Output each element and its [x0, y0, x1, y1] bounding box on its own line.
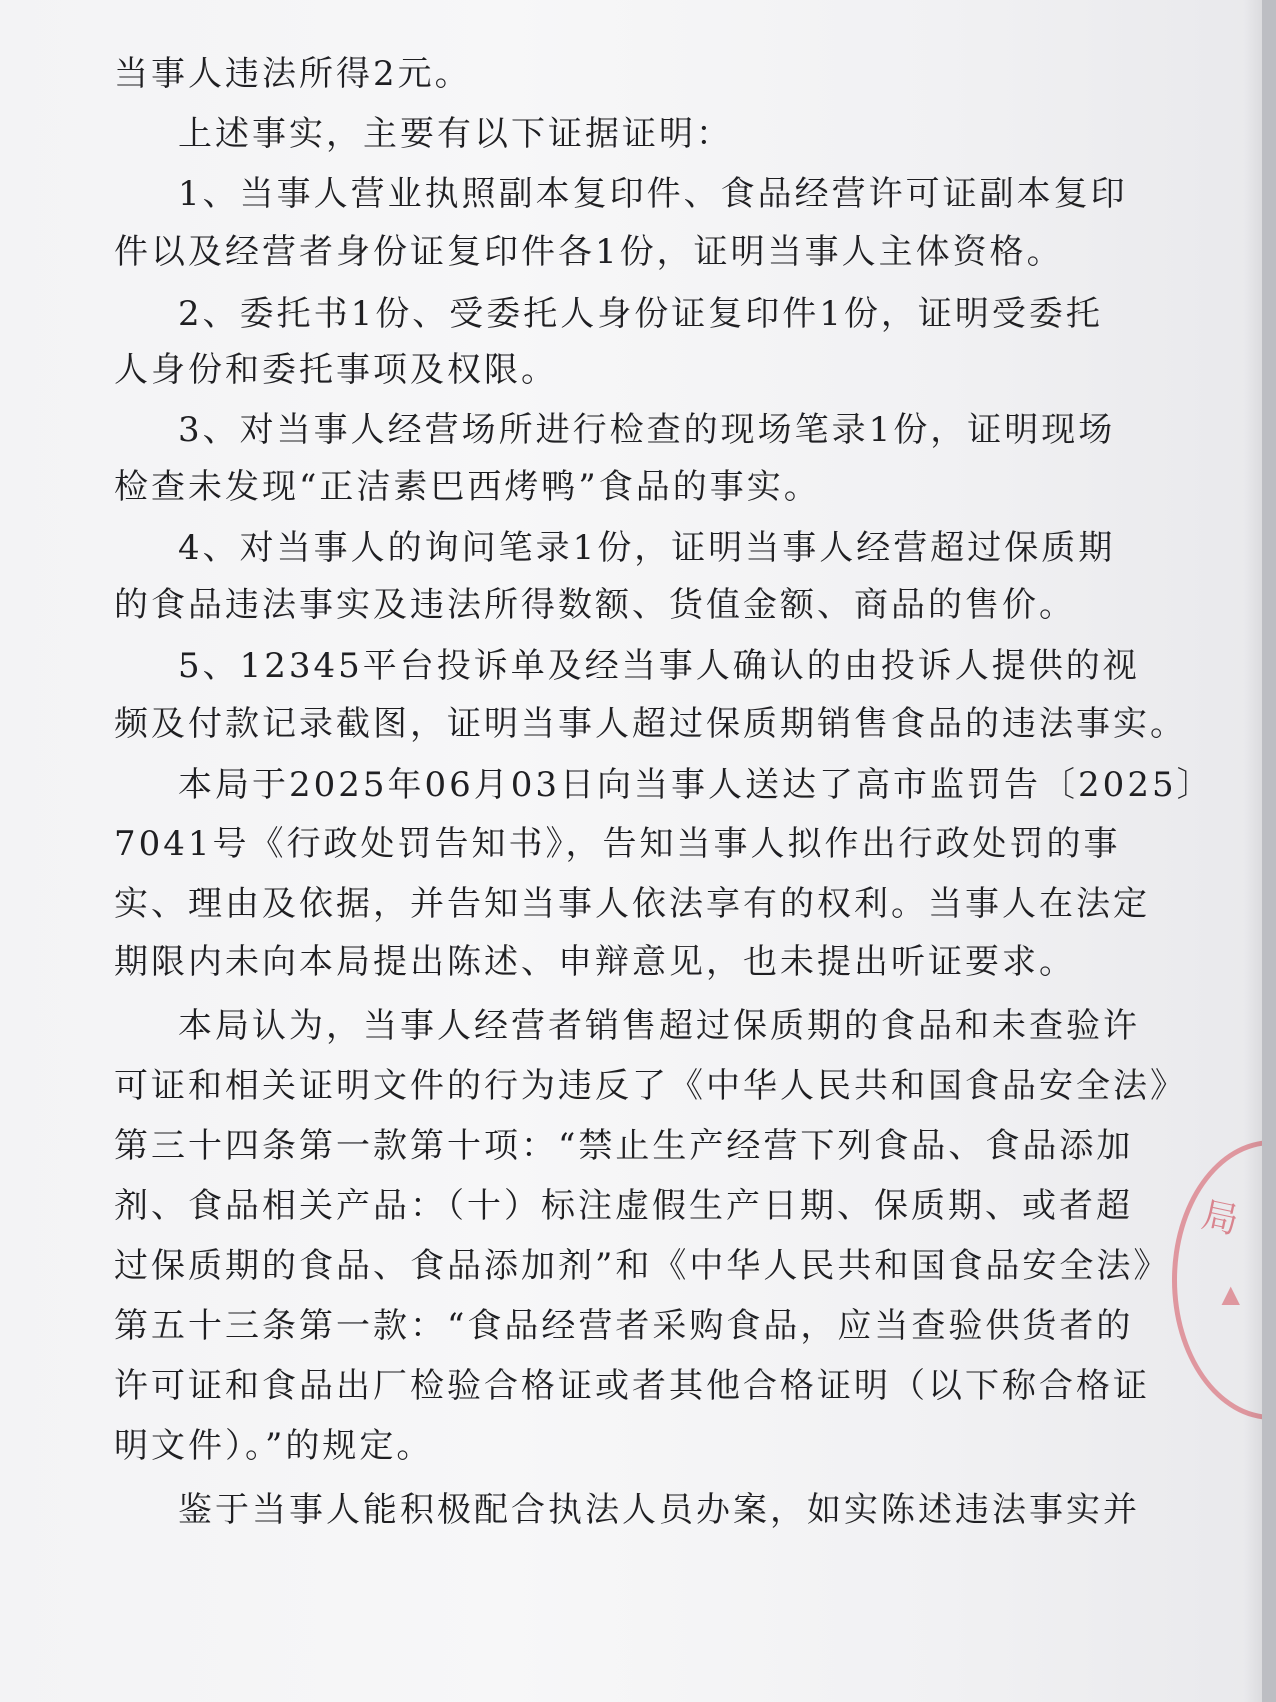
- text-line-8: 检查未发现“正洁素巴西烤鸭”食品的事实。: [114, 467, 821, 507]
- text-line-10: 的食品违法事实及违法所得数额、货值金额、商品的售价。: [114, 585, 1076, 625]
- text-line-25: 鉴于当事人能积极配合执法人员办案，如实陈述违法事实并: [178, 1490, 1140, 1530]
- seal-star-icon: ▲: [1221, 1280, 1240, 1308]
- text-line-14: 7041号《行政处罚告知书》，告知当事人拟作出行政处罚的事: [114, 824, 1121, 864]
- text-line-5: 2、委托书1份、受委托人身份证复印件1份，证明受委托: [178, 294, 1103, 334]
- text-line-9: 4、对当事人的询问笔录1份，证明当事人经营超过保质期: [178, 528, 1116, 568]
- text-line-16: 期限内未向本局提出陈述、申辩意见，也未提出听证要求。: [114, 942, 1076, 982]
- text-line-2: 上述事实，主要有以下证据证明：: [178, 114, 733, 154]
- text-line-3: 1、当事人营业执照副本复印件、食品经营许可证副本复印: [178, 174, 1128, 214]
- text-line-6: 人身份和委托事项及权限。: [114, 350, 558, 390]
- text-line-4: 件以及经营者身份证复印件各1份，证明当事人主体资格。: [114, 232, 1064, 272]
- text-line-24: 明文件）。”的规定。: [114, 1426, 434, 1466]
- text-line-7: 3、对当事人经营场所进行检查的现场笔录1份，证明现场: [178, 410, 1116, 450]
- text-line-23: 许可证和食品出厂检验合格证或者其他合格证明（以下称合格证: [114, 1366, 1150, 1406]
- text-line-22: 第五十三条第一款：“食品经营者采购食品，应当查验供货者的: [114, 1306, 1134, 1346]
- text-line-15: 实、理由及依据，并告知当事人依法享有的权利。当事人在法定: [114, 884, 1150, 924]
- text-line-21: 过保质期的食品、食品添加剂”和《中华人民共和国食品安全法》: [114, 1246, 1171, 1286]
- text-line-19: 第三十四条第一款第十项：“禁止生产经营下列食品、食品添加: [114, 1126, 1134, 1166]
- text-line-13: 本局于2025年06月03日向当事人送达了高市监罚告〔2025〕: [178, 765, 1214, 805]
- text-line-12: 频及付款记录截图，证明当事人超过保质期销售食品的违法事实。: [114, 704, 1187, 744]
- page-edge-shadow: [1244, 0, 1262, 1702]
- text-line-20: 剂、食品相关产品：（十）标注虚假生产日期、保质期、或者超: [114, 1186, 1133, 1226]
- text-line-11: 5、12345平台投诉单及经当事人确认的由投诉人提供的视: [178, 646, 1140, 686]
- text-line-1: 当事人违法所得2元。: [114, 54, 472, 94]
- text-line-18: 可证和相关证明文件的行为违反了《中华人民共和国食品安全法》: [114, 1066, 1187, 1106]
- text-line-17: 本局认为，当事人经营者销售超过保质期的食品和未查验许: [178, 1006, 1140, 1046]
- official-seal-text: 局: [1198, 1194, 1242, 1243]
